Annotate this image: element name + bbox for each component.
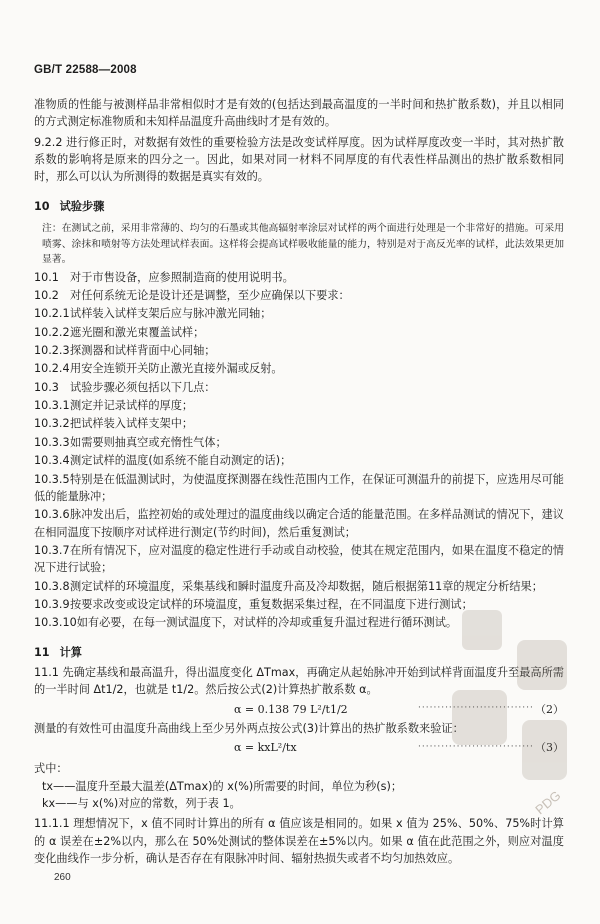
clause-number: 10.3.2: [34, 417, 70, 431]
clause-item: [34, 415, 564, 432]
clause-text: 按要求改变或设定试样的环境温度，重复数据采集过程，在不同温度下进行测试；: [70, 598, 473, 612]
note: 注：在测试之前，采用非常薄的、均匀的石墨或其他高辐射率涂层对试样的两个面进行处理是一个非常好的措施。可采用喷雾、涂抹和喷射等方法处理试样表面。这样将会提高试样吸收能量的能力，特别是对于高反光率的试样，此法效果更加显著。: [42, 223, 564, 266]
clause-text: 遮光圈和激光束覆盖试样；: [70, 325, 205, 339]
clause-number: 10.2.1: [34, 307, 70, 321]
clause-item: [34, 287, 564, 304]
section-title: 试验步骤: [59, 199, 105, 213]
clause-number: 10.2: [34, 288, 59, 302]
clause-item: [34, 305, 564, 322]
where-label: 式中：: [34, 762, 68, 776]
formula-2: [34, 701, 564, 718]
equation-number: （2）: [535, 702, 564, 716]
paragraph-9-2-1-continued: 准物质的性能与被测样品非常相似时才是有效的(包括达到最高温度的一半时间和热扩散系数)，并且以相同的方式测定标准物质和未知样品温度升高曲线时才是有效的。: [34, 98, 564, 129]
clause-text: 把试样装入试样支架中；: [70, 417, 194, 431]
clause-number: 10.2.2: [34, 325, 70, 339]
section-title: 计算: [59, 645, 82, 659]
clause-text: 测定试样的环境温度，采集基线和瞬时温度升高及冷却数据，随后根据第11章的规定分析结果；: [70, 579, 543, 593]
clause-text: 用安全连锁开关防止激光直接外漏或反射。: [70, 362, 283, 376]
clause-item: [34, 379, 564, 396]
clause-number: 10.2.4: [34, 362, 70, 376]
clause-number: 10.3.8: [34, 579, 70, 593]
body-text: [34, 96, 564, 867]
clause-text: 如需要则抽真空或充惰性气体；: [70, 435, 227, 449]
clause-number: 10.3.10: [34, 616, 77, 630]
clause-item: [34, 506, 564, 541]
clause-number: 10.3.1: [34, 399, 70, 413]
equation-number: （3）: [535, 741, 564, 755]
clause-item: [34, 452, 564, 469]
leader-dots: ······························: [418, 703, 534, 714]
watermark-text: PDG: [532, 787, 564, 818]
clause-number: 10.3.7: [34, 543, 70, 557]
page-number: 260: [54, 872, 71, 883]
paragraph-11-1-1: 11.1.1 理想情况下，x 值不同时计算出的所有 α 值应该是相同的。如果 x 值为 25%、50%、75%时计算的 α 误差在±2%以内，那么在 50%处测试的整体误差在±5%以内。如果 α 值在此范围之外，则应对温度变化曲线作一步分析，确认是否存在有限脉冲时间、辐射热损失或者不均匀加热效应。: [34, 817, 564, 866]
clause-text: 特别是在低温测试时，为使温度探测器在线性范围内工作，在保证可测温升的前提下，应选用尽可能低的能量脉冲；: [34, 472, 564, 503]
leader-dots: ······························: [418, 741, 534, 752]
clause-item: [34, 324, 564, 341]
paragraph-validity: 测量的有效性可由温度升高曲线上至少另外两点按公式(3)计算出的热扩散系数来验证：: [34, 721, 464, 735]
clause-item: [34, 471, 564, 506]
section-number: 11: [34, 645, 50, 659]
clause-number: 10.2.3: [34, 344, 70, 357]
clause-item: [34, 397, 564, 414]
formula-expression: α = kxL²/tx: [234, 741, 297, 755]
clause-number: 10.3.9: [34, 598, 70, 612]
clause-text: 测定并记录试样的厚度；: [70, 399, 194, 413]
clause-number: 10.3.5: [34, 472, 70, 486]
clause-number: 10.3.6: [34, 508, 70, 522]
clause-number: 10.3.3: [34, 435, 70, 449]
clause-item: [34, 614, 564, 631]
definition-kx: kx——与 x(%)对应的常数，列于表 1。: [42, 797, 241, 810]
clause-text: 测定试样的温度(如系统不能自动测定的话)；: [70, 454, 292, 468]
clause-item: [34, 342, 564, 359]
clause-number: 10.3.4: [34, 454, 70, 468]
clause-item: [34, 578, 564, 595]
standard-number: GB/T 22588—2008: [34, 64, 137, 76]
clause-item: [34, 269, 564, 286]
clause-item: [34, 434, 564, 451]
clause-item: [34, 596, 564, 613]
clause-number: 10.3: [34, 380, 59, 394]
section-10-items: [34, 269, 564, 632]
clause-text: 试样装入试样支架后应与脉冲激光同轴；: [70, 307, 272, 321]
clause-item: [34, 360, 564, 377]
clause-text: 在所有情况下，应对温度的稳定性进行手动或自动校验，使其在规定范围内，如果在温度不稳定的情况下进行试验；: [34, 543, 564, 575]
clause-text: 试验步骤必须包括以下几点：: [70, 380, 216, 394]
section-11-heading: [34, 644, 564, 661]
clause-text: 如有必要，在每一测试温度下，对试样的冷却或重复升温过程进行循环测试。: [76, 616, 458, 630]
formula-expression: α = 0.138 79 L²/t1/2: [234, 702, 348, 716]
section-10-heading: [34, 198, 564, 215]
clause-number: 10.1: [34, 270, 59, 284]
definition-tx: tx——温度升至最大温差(ΔTmax)的 x(%)所需要的时间，单位为秒(s)；: [42, 779, 403, 793]
paragraph-11-1: 11.1 先确定基线和最高温升，得出温度变化 ΔTmax，再确定从起始脉冲开始到试样背面温度升至最高所需的一半时间 Δt1/2，也就是 t1/2。然后按公式(2)计算热扩散系数 α。: [34, 666, 564, 697]
clause-item: [34, 542, 564, 577]
clause-text: 脉冲发出后，监控初始的或处理过的温度曲线以确定合适的能量范围。在多样品测试的情况下，建议在相同温度下按顺序对试样进行测定(节约时间)，然后重复测试；: [34, 508, 564, 539]
clause-text: 对于市售设备，应参照制造商的使用说明书。: [70, 270, 294, 284]
formula-3: [34, 739, 564, 756]
paragraph-9-2-2: 9.2.2 进行修正时，对数据有效性的重要检验方法是改变试样厚度。因为试样厚度改变一半时，其对热扩散系数的影响将是原来的四分之一。因此，如果对同一材料不同厚度的有代表性样品测出的热扩散系数相同时，那么可以认为所测得的数据是真实有效的。: [34, 135, 564, 184]
clause-text: 对任何系统无论是设计还是调整，至少应确保以下要求：: [70, 288, 350, 302]
section-number: 10: [34, 199, 50, 213]
clause-text: 探测器和试样背面中心同轴；: [70, 344, 216, 357]
